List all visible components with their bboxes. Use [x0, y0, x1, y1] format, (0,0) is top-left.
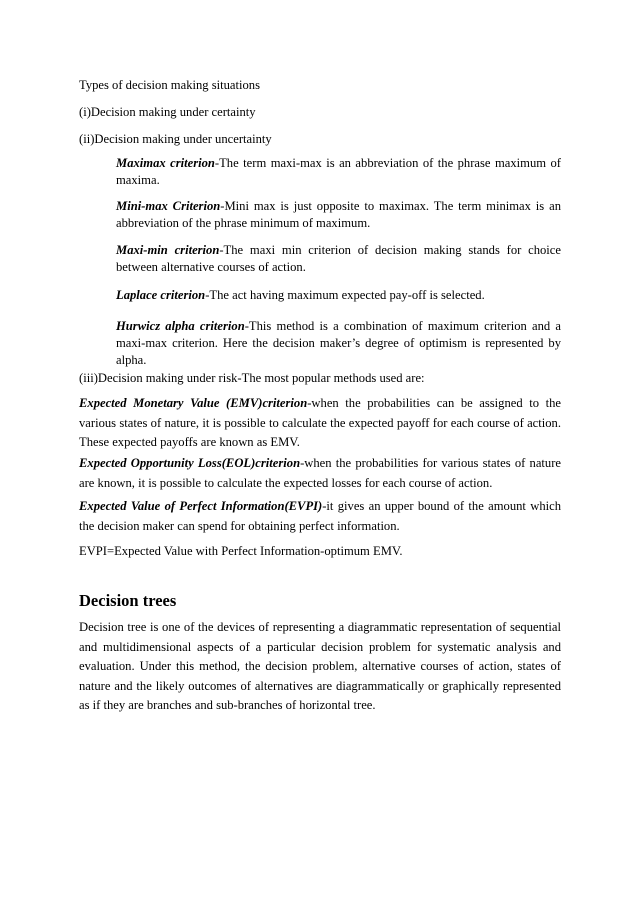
criterion-term: Mini-max Criterion — [116, 199, 221, 213]
criterion-term: Laplace criterion — [116, 288, 206, 302]
risk-item-evpi — [79, 497, 561, 536]
decision-trees-body: Decision tree is one of the devices of representing a diagrammatic representation of sequential and multidimensional aspects of a particular decision problem for systematic analysis and evaluation. Under this method, the decision problem, alternative courses of action, states of nature and the likely outcomes of alternatives are diagrammatically or graphically represented as if they are branches and sub-branches of horizontal tree. — [79, 620, 561, 712]
risk-item-emv — [79, 394, 561, 453]
criterion-laplace — [116, 287, 561, 304]
criterion-term: Maximax criterion — [116, 156, 215, 170]
criterion-text: -This method is a combination of maximum criterion and a maxi-max criterion. Here the decision maker’s degree of optimism is represented by alpha. — [116, 319, 562, 367]
decision-trees-heading: Decision trees — [79, 591, 177, 610]
criterion-text: -The act having maximum expected pay-off is selected. — [205, 288, 485, 302]
criterion-text: -Mini max is just opposite to maximax. The term minimax is an abbreviation of the phrase minimum of maximum. — [116, 199, 561, 230]
criterion-hurwicz — [116, 318, 561, 369]
risk-text: -when the probabilities for various states of nature are known, it is possible to calculate the expected losses for each course of action. — [79, 456, 561, 490]
evpi-formula: EVPI=Expected Value with Perfect Information-optimum EMV. — [79, 544, 403, 558]
criterion-text: -The term maxi-max is an abbreviation of the phrase maximum of maxima. — [116, 156, 561, 187]
risk-term: Expected Monetary Value (EMV)criterion — [79, 396, 308, 410]
risk-text: -when the probabilities can be assigned to the various states of nature, it is possible to calculate the expected payoff for each course of action. These expected payoffs are known as EMV. — [79, 396, 561, 449]
section-title: Types of decision making situations — [79, 78, 261, 92]
criterion-term: Hurwicz alpha criterion — [116, 319, 245, 333]
criterion-minimax — [116, 198, 561, 232]
risk-text: -it gives an upper bound of the amount which the decision maker can spend for obtaining perfect information. — [79, 499, 562, 533]
criterion-maximin — [116, 242, 561, 276]
risk-item-eol — [79, 454, 561, 493]
certainty-line: (i)Decision making under certainty — [79, 105, 256, 119]
criterion-maximax — [116, 155, 561, 189]
criterion-term: Maxi-min criterion — [116, 243, 220, 257]
criterion-text: -The maxi min criterion of decision making stands for choice between alternative courses of action. — [116, 243, 561, 274]
risk-term: Expected Opportunity Loss(EOL)criterion — [79, 456, 301, 470]
risk-line: (iii)Decision making under risk-The most popular methods used are: — [79, 371, 425, 385]
risk-term: Expected Value of Perfect Information(EVPI) — [79, 499, 323, 513]
uncertainty-line: (ii)Decision making under uncertainty — [79, 132, 272, 146]
